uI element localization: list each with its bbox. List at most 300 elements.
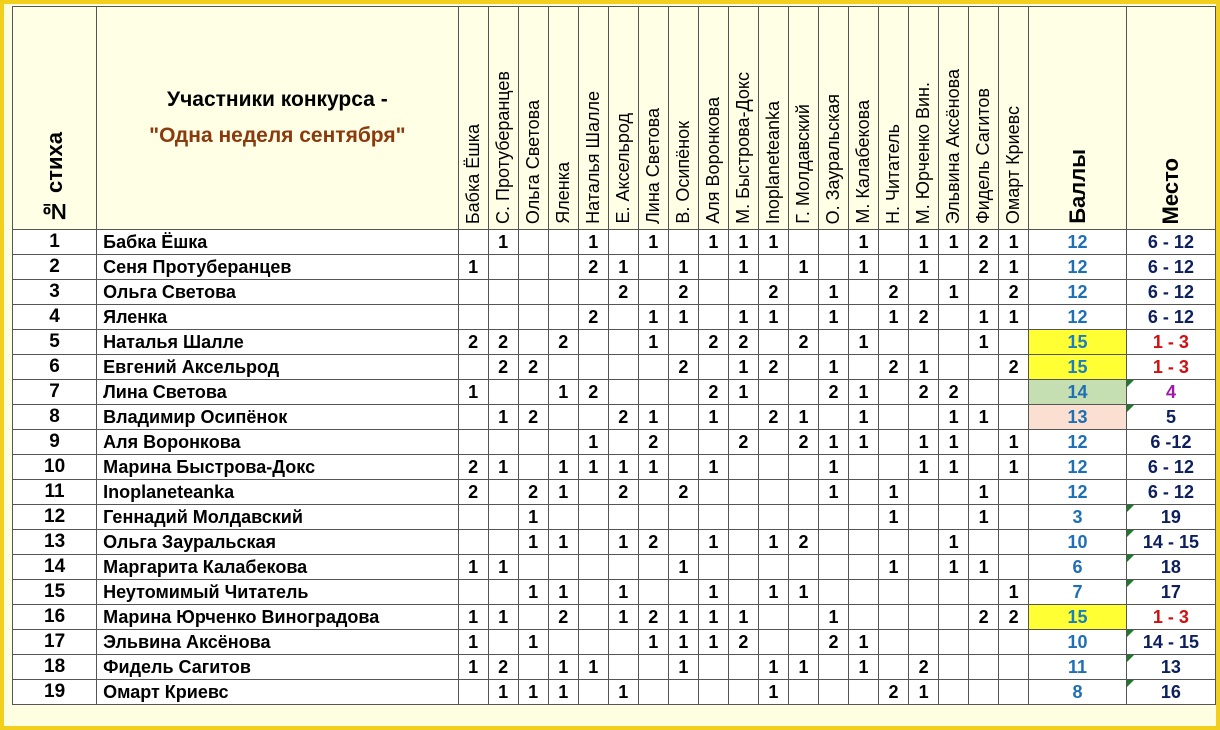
vote-cell	[578, 480, 608, 505]
vote-cell: 2	[638, 430, 668, 455]
score-value: 12	[1067, 306, 1088, 327]
vote-cell	[698, 680, 728, 705]
score-value: 12	[1067, 431, 1088, 452]
vote-cell: 1	[668, 605, 698, 630]
vote-cell: 2	[879, 680, 909, 705]
vote-cell: 1	[458, 255, 488, 280]
poem-number: 16	[13, 605, 97, 630]
vote-cell	[879, 405, 909, 430]
score-cell	[1029, 605, 1127, 630]
vote-cell	[939, 580, 969, 605]
vote-cell	[758, 605, 788, 630]
voter-header: С. Протуберанцев	[488, 7, 518, 230]
score-value: 10	[1067, 531, 1088, 552]
vote-cell	[518, 330, 548, 355]
vote-cell: 1	[909, 255, 939, 280]
vote-cell	[518, 255, 548, 280]
vote-cell	[849, 280, 879, 305]
vote-cell	[788, 555, 818, 580]
vote-cell	[668, 380, 698, 405]
vote-cell: 2	[638, 530, 668, 555]
score-value: 12	[1067, 281, 1088, 302]
vote-cell: 2	[518, 405, 548, 430]
poem-number: 9	[13, 430, 97, 455]
vote-cell	[488, 430, 518, 455]
vote-cell: 2	[818, 380, 848, 405]
vote-cell: 1	[849, 380, 879, 405]
vote-cell: 2	[879, 280, 909, 305]
vote-cell	[668, 680, 698, 705]
vote-cell: 2	[548, 605, 578, 630]
vote-cell: 1	[638, 455, 668, 480]
vote-cell	[638, 355, 668, 380]
place-cell	[1126, 255, 1215, 280]
poem-number: 18	[13, 655, 97, 680]
vote-cell	[698, 505, 728, 530]
score-value: 7	[1072, 581, 1083, 602]
vote-cell: 2	[758, 405, 788, 430]
vote-cell	[728, 580, 758, 605]
vote-cell	[638, 680, 668, 705]
place-cell	[1126, 480, 1215, 505]
vote-cell	[608, 230, 638, 255]
vote-cell	[939, 605, 969, 630]
participant-name: Аля Воронкова	[97, 430, 458, 455]
vote-cell: 2	[939, 380, 969, 405]
vote-cell	[818, 555, 848, 580]
vote-cell: 2	[969, 605, 999, 630]
vote-cell	[999, 405, 1029, 430]
vote-cell	[879, 430, 909, 455]
vote-cell	[698, 355, 728, 380]
vote-cell	[458, 530, 488, 555]
place-value: 6 - 12	[1147, 456, 1194, 477]
vote-cell	[548, 630, 578, 655]
vote-cell: 2	[458, 455, 488, 480]
participant-name: Марина Юрченко Виноградова	[97, 605, 458, 630]
table-row	[13, 455, 1216, 480]
poem-number: 13	[13, 530, 97, 555]
vote-cell: 1	[818, 355, 848, 380]
vote-cell: 2	[698, 330, 728, 355]
poem-number: 4	[13, 305, 97, 330]
vote-cell	[909, 505, 939, 530]
voter-header: Аля Воронкова	[698, 7, 728, 230]
table-row	[13, 505, 1216, 530]
vote-cell	[638, 555, 668, 580]
score-value: 3	[1072, 506, 1083, 527]
vote-cell: 1	[638, 630, 668, 655]
vote-cell: 1	[608, 580, 638, 605]
vote-cell	[728, 655, 758, 680]
vote-cell	[488, 480, 518, 505]
vote-cell: 1	[818, 280, 848, 305]
place-value: 1 - 3	[1152, 331, 1189, 352]
vote-cell	[939, 655, 969, 680]
vote-cell	[939, 330, 969, 355]
voter-header: Ольга Светова	[518, 7, 548, 230]
score-cell	[1029, 680, 1127, 705]
vote-cell: 1	[458, 605, 488, 630]
vote-cell: 2	[728, 430, 758, 455]
vote-cell: 1	[638, 230, 668, 255]
place-header: Место	[1126, 7, 1215, 230]
vote-cell: 2	[909, 380, 939, 405]
vote-cell: 2	[608, 480, 638, 505]
voter-header: Н. Читатель	[879, 7, 909, 230]
vote-cell	[698, 480, 728, 505]
participant-name: Омарт Криевс	[97, 680, 458, 705]
vote-cell: 2	[488, 330, 518, 355]
vote-cell	[939, 255, 969, 280]
participant-name: Неутомимый Читатель	[97, 580, 458, 605]
score-value: 12	[1067, 256, 1088, 277]
vote-cell: 2	[458, 480, 488, 505]
vote-cell: 1	[608, 605, 638, 630]
vote-cell	[788, 305, 818, 330]
vote-cell	[518, 230, 548, 255]
participant-name: Ольга Светова	[97, 280, 458, 305]
vote-cell	[999, 555, 1029, 580]
place-cell	[1126, 680, 1215, 705]
voter-header: Г. Молдавский	[788, 7, 818, 230]
vote-cell	[818, 680, 848, 705]
poem-number: 5	[13, 330, 97, 355]
score-value: 12	[1067, 456, 1088, 477]
voter-header: Омарт Криевс	[999, 7, 1029, 230]
vote-cell	[879, 605, 909, 630]
place-value: 6 - 12	[1147, 256, 1194, 277]
score-value: 15	[1067, 356, 1088, 377]
place-cell	[1126, 380, 1215, 405]
vote-cell: 1	[999, 305, 1029, 330]
vote-cell: 1	[818, 305, 848, 330]
vote-cell: 1	[488, 605, 518, 630]
vote-cell	[939, 480, 969, 505]
vote-cell	[879, 330, 909, 355]
voter-header: Е. Аксельрод	[608, 7, 638, 230]
table-row	[13, 305, 1216, 330]
vote-cell	[788, 230, 818, 255]
table-row	[13, 530, 1216, 555]
vote-cell	[458, 305, 488, 330]
score-cell	[1029, 355, 1127, 380]
vote-cell	[488, 255, 518, 280]
vote-cell: 1	[909, 355, 939, 380]
vote-cell: 2	[458, 330, 488, 355]
vote-cell	[909, 580, 939, 605]
table-row	[13, 680, 1216, 705]
vote-cell	[518, 280, 548, 305]
score-cell	[1029, 305, 1127, 330]
vote-cell	[698, 430, 728, 455]
vote-cell	[879, 530, 909, 555]
vote-cell	[999, 380, 1029, 405]
score-cell	[1029, 330, 1127, 355]
vote-cell	[999, 480, 1029, 505]
comment-marker-icon	[1127, 555, 1134, 562]
poem-number: 14	[13, 555, 97, 580]
vote-cell	[969, 455, 999, 480]
table-row	[13, 355, 1216, 380]
vote-cell	[578, 605, 608, 630]
vote-cell	[668, 455, 698, 480]
vote-cell: 2	[668, 280, 698, 305]
vote-cell	[728, 505, 758, 530]
vote-cell: 1	[909, 430, 939, 455]
vote-cell	[698, 555, 728, 580]
vote-cell: 1	[939, 430, 969, 455]
table-row	[13, 655, 1216, 680]
vote-cell: 2	[578, 380, 608, 405]
vote-cell	[909, 405, 939, 430]
vote-cell: 1	[849, 255, 879, 280]
table-row	[13, 555, 1216, 580]
vote-cell: 1	[788, 255, 818, 280]
place-cell	[1126, 455, 1215, 480]
participant-name: Яленка	[97, 305, 458, 330]
vote-cell: 2	[969, 230, 999, 255]
vote-cell	[608, 305, 638, 330]
vote-cell: 2	[728, 330, 758, 355]
vote-cell	[578, 680, 608, 705]
vote-cell	[969, 280, 999, 305]
vote-cell: 2	[608, 280, 638, 305]
vote-cell	[909, 555, 939, 580]
vote-cell: 1	[698, 530, 728, 555]
vote-cell: 1	[698, 630, 728, 655]
vote-cell	[788, 355, 818, 380]
place-cell	[1126, 305, 1215, 330]
vote-cell: 2	[788, 330, 818, 355]
vote-cell: 1	[548, 480, 578, 505]
place-cell	[1126, 355, 1215, 380]
contest-title	[97, 7, 458, 230]
vote-cell: 1	[638, 330, 668, 355]
vote-cell	[728, 480, 758, 505]
vote-cell: 1	[849, 230, 879, 255]
vote-cell: 1	[578, 230, 608, 255]
vote-cell	[668, 405, 698, 430]
comment-marker-icon	[1127, 505, 1134, 512]
score-cell	[1029, 255, 1127, 280]
vote-cell	[939, 630, 969, 655]
vote-cell	[788, 630, 818, 655]
participant-name: Inoplaneteanka	[97, 480, 458, 505]
vote-cell	[849, 305, 879, 330]
vote-cell	[638, 580, 668, 605]
vote-cell: 2	[758, 355, 788, 380]
vote-cell	[849, 580, 879, 605]
vote-cell	[758, 630, 788, 655]
vote-cell: 1	[939, 555, 969, 580]
vote-cell: 1	[548, 530, 578, 555]
vote-cell: 1	[818, 430, 848, 455]
vote-cell: 1	[698, 580, 728, 605]
score-cell	[1029, 555, 1127, 580]
vote-cell	[608, 630, 638, 655]
vote-cell: 1	[969, 555, 999, 580]
vote-cell: 1	[999, 255, 1029, 280]
vote-cell	[818, 655, 848, 680]
vote-cell: 1	[879, 555, 909, 580]
vote-cell	[849, 555, 879, 580]
vote-cell	[788, 280, 818, 305]
vote-cell: 2	[728, 630, 758, 655]
vote-cell: 1	[849, 630, 879, 655]
vote-cell	[668, 330, 698, 355]
vote-cell: 1	[969, 330, 999, 355]
vote-cell	[608, 355, 638, 380]
vote-cell	[909, 630, 939, 655]
vote-cell: 1	[758, 655, 788, 680]
vote-cell	[638, 255, 668, 280]
vote-cell	[969, 655, 999, 680]
place-cell	[1126, 530, 1215, 555]
score-cell	[1029, 455, 1127, 480]
vote-cell	[698, 655, 728, 680]
vote-cell: 1	[548, 655, 578, 680]
vote-cell	[578, 280, 608, 305]
place-value: 13	[1160, 656, 1181, 677]
vote-cell	[879, 230, 909, 255]
vote-cell: 2	[788, 530, 818, 555]
vote-cell	[849, 355, 879, 380]
vote-cell: 2	[909, 305, 939, 330]
vote-cell: 1	[728, 605, 758, 630]
vote-cell	[758, 505, 788, 530]
vote-cell	[879, 255, 909, 280]
vote-cell	[909, 605, 939, 630]
vote-cell	[548, 405, 578, 430]
vote-cell	[548, 430, 578, 455]
vote-cell: 1	[578, 455, 608, 480]
vote-cell: 1	[668, 630, 698, 655]
vote-cell: 1	[458, 630, 488, 655]
vote-cell	[608, 655, 638, 680]
vote-cell: 1	[518, 630, 548, 655]
voter-header: Inoplaneteanka	[758, 7, 788, 230]
vote-cell	[458, 580, 488, 605]
vote-cell	[939, 305, 969, 330]
vote-cell	[638, 280, 668, 305]
vote-cell	[578, 555, 608, 580]
vote-cell	[788, 480, 818, 505]
score-cell	[1029, 480, 1127, 505]
place-cell	[1126, 505, 1215, 530]
results-body	[13, 230, 1216, 705]
results-table	[12, 6, 1216, 705]
table-row	[13, 430, 1216, 455]
participant-name: Геннадий Молдавский	[97, 505, 458, 530]
place-value: 1 - 3	[1152, 606, 1189, 627]
vote-cell: 1	[668, 255, 698, 280]
vote-cell: 1	[728, 230, 758, 255]
vote-cell	[458, 680, 488, 705]
vote-cell: 1	[608, 530, 638, 555]
vote-cell	[818, 405, 848, 430]
vote-cell	[608, 330, 638, 355]
vote-cell: 1	[728, 305, 758, 330]
voter-header: Наталья Шалле	[578, 7, 608, 230]
vote-cell	[698, 280, 728, 305]
vote-cell: 1	[488, 230, 518, 255]
vote-cell	[879, 380, 909, 405]
vote-cell: 1	[488, 680, 518, 705]
vote-cell: 1	[849, 405, 879, 430]
vote-cell	[728, 555, 758, 580]
vote-cell	[548, 505, 578, 530]
vote-cell: 1	[969, 505, 999, 530]
vote-cell: 2	[788, 430, 818, 455]
place-value: 17	[1160, 581, 1181, 602]
vote-cell: 1	[488, 405, 518, 430]
vote-cell: 1	[879, 305, 909, 330]
participant-name: Владимир Осипёнок	[97, 405, 458, 430]
vote-cell	[788, 680, 818, 705]
place-cell	[1126, 655, 1215, 680]
score-value: 10	[1067, 631, 1088, 652]
vote-cell	[458, 355, 488, 380]
comment-marker-icon	[1127, 380, 1134, 387]
vote-cell: 1	[698, 605, 728, 630]
vote-cell	[758, 330, 788, 355]
vote-cell: 1	[788, 580, 818, 605]
vote-cell: 1	[879, 505, 909, 530]
voter-header: Лина Светова	[638, 7, 668, 230]
vote-cell	[909, 480, 939, 505]
participant-name: Наталья Шалле	[97, 330, 458, 355]
vote-cell	[758, 480, 788, 505]
participant-name: Эльвина Аксёнова	[97, 630, 458, 655]
voter-header: В. Осипёнок	[668, 7, 698, 230]
vote-cell	[999, 505, 1029, 530]
vote-cell	[578, 530, 608, 555]
vote-cell: 1	[458, 555, 488, 580]
place-value: 19	[1160, 506, 1181, 527]
voter-header: М. Калабекова	[849, 7, 879, 230]
place-cell	[1126, 405, 1215, 430]
vote-cell	[548, 355, 578, 380]
vote-cell	[939, 680, 969, 705]
place-value: 6 - 12	[1147, 231, 1194, 252]
place-value: 4	[1165, 381, 1176, 402]
vote-cell: 2	[999, 605, 1029, 630]
comment-marker-icon	[1127, 530, 1134, 537]
poem-number: 1	[13, 230, 97, 255]
vote-cell	[879, 655, 909, 680]
poem-number: 19	[13, 680, 97, 705]
vote-cell	[909, 330, 939, 355]
vote-cell: 1	[698, 230, 728, 255]
vote-cell: 1	[518, 680, 548, 705]
vote-cell	[518, 305, 548, 330]
vote-cell: 1	[939, 230, 969, 255]
vote-cell	[849, 455, 879, 480]
vote-cell	[578, 630, 608, 655]
place-cell	[1126, 230, 1215, 255]
vote-cell	[548, 305, 578, 330]
vote-cell: 1	[638, 305, 668, 330]
vote-cell	[668, 530, 698, 555]
vote-cell: 1	[578, 430, 608, 455]
voter-header: Фидель Сагитов	[969, 7, 999, 230]
vote-cell: 1	[548, 455, 578, 480]
vote-cell	[578, 330, 608, 355]
poem-number: 8	[13, 405, 97, 430]
vote-cell: 1	[728, 355, 758, 380]
vote-cell: 2	[668, 480, 698, 505]
